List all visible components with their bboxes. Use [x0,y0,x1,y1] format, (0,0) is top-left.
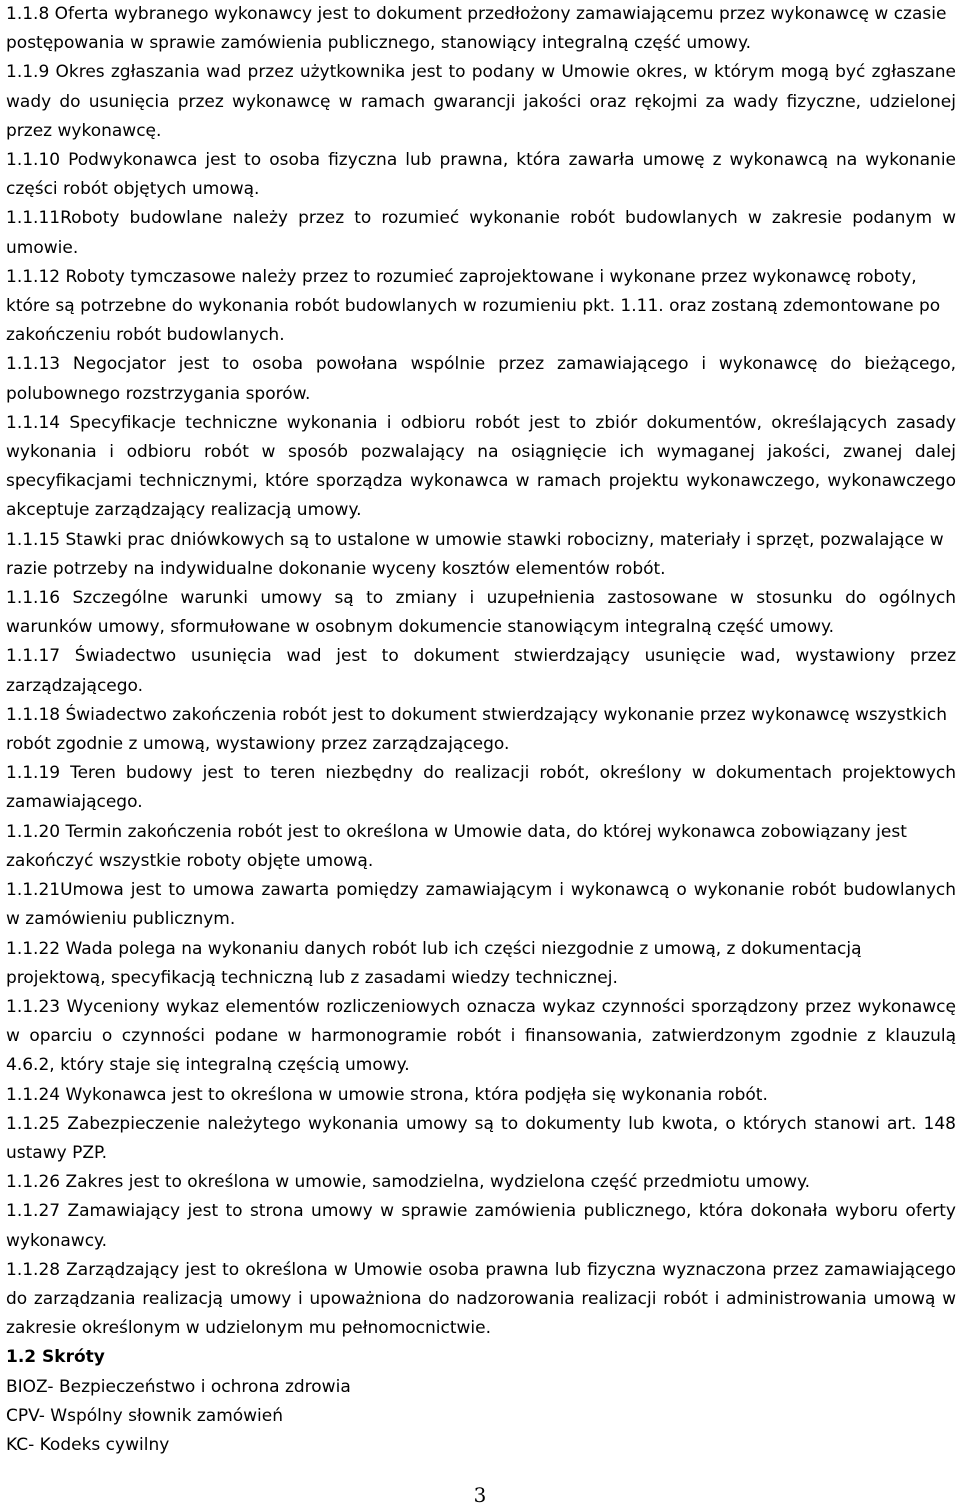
definition-1-1-25: 1.1.25 Zabezpieczenie należytego wykonania umowy są to dokumenty lub kwota, o których stanowi art. 148 ustawy PZP. [6,1113,956,1163]
section-heading-skroty: 1.2 Skróty [6,1347,105,1368]
definition-1-1-16: 1.1.16 Szczególne warunki umowy są to zmiany i uzupełnienia zastosowane w stosunku do ogólnych warunków umowy, sformułowane w osobnym dokumencie stanowiącym integralną część umowy. [6,588,956,638]
definition-1-1-28: 1.1.28 Zarządzający jest to określona w Umowie osoba prawna lub fizyczna wyznaczona przez zamawiającego do zarządzania realizacją umowy i upoważniona do nadzorowania realizacji robót i administrowania umową w zakresie określonym w udzielonym mu pełnomocnictwie. [6,1259,956,1339]
definition-1-1-27: 1.1.27 Zamawiający jest to strona umowy w sprawie zamówienia publicznego, która dokonała wyboru oferty wykonawcy. [6,1201,956,1251]
definition-1-1-26: 1.1.26 Zakres jest to określona w umowie, samodzielna, wydzielona część przedmiotu umowy. [6,1172,811,1193]
abbreviation-kc: KC- Kodeks cywilny [6,1434,170,1455]
definition-1-1-21: 1.1.21Umowa jest to umowa zawarta pomiędzy zamawiającym i wykonawcą o wykonanie robót budowlanych w zamówieniu publicznym. [6,880,956,930]
definition-1-1-9: 1.1.9 Okres zgłaszania wad przez użytkownika jest to podany w Umowie okres, w którym mogą być zgłaszane wady do usunięcia przez wykonawcę w ramach gwarancji jakości oraz rękojmi za wady fizyczne, udzielonej przez wykonawcę. [6,62,956,141]
definition-1-1-15: 1.1.15 Stawki prac dniówkowych są to ustalone w umowie stawki robocizny, materiały i sprzęt, pozwalające w razie potrzeby na indywidualne dokonanie wyceny kosztów elementów robót. [6,529,944,579]
definition-1-1-17: 1.1.17 Świadectwo usunięcia wad jest to dokument stwierdzający usunięcie wad, wystawiony przez zarządzającego. [6,646,956,696]
definition-1-1-8: 1.1.8 Oferta wybranego wykonawcy jest to dokument przedłożony zamawiającemu przez wykonawcę w czasie postępowania w sprawie zamówienia publicznego, stanowiący integralną część umowy. [6,4,947,54]
document-body [6,0,956,1460]
definition-1-1-10: 1.1.10 Podwykonawca jest to osoba fizyczna lub prawna, która zawarła umowę z wykonawcą na wykonanie części robót objętych umową. [6,150,956,200]
definition-1-1-11: 1.1.11Roboty budowlane należy przez to rozumieć wykonanie robót budowlanych w zakresie podanym w umowie. [6,208,956,258]
definition-1-1-22: 1.1.22 Wada polega na wykonaniu danych robót lub ich części niezgodnie z umową, z dokumentacją projektową, specyfikacją techniczną lub z zasadami wiedzy technicznej. [6,938,862,988]
definition-1-1-20: 1.1.20 Termin zakończenia robót jest to określona w Umowie data, do której wykonawca zobowiązany jest zakończyć wszystkie roboty objęte umową. [6,821,907,871]
definition-1-1-24: 1.1.24 Wykonawca jest to określona w umowie strona, która podjęła się wykonania robót. [6,1084,768,1105]
definition-1-1-19: 1.1.19 Teren budowy jest to teren niezbędny do realizacji robót, określony w dokumentach projektowych zamawiającego. [6,763,956,813]
definition-1-1-12: 1.1.12 Roboty tymczasowe należy przez to rozumieć zaprojektowane i wykonane przez wykonawcę roboty, które są potrzebne do wykonania robót budowlanych w rozumieniu pkt. 1.11. oraz zostaną zdemontowane po zakończeniu robót budowlanych. [6,266,941,346]
definition-1-1-13: 1.1.13 Negocjator jest to osoba powołana wspólnie przez zamawiającego i wykonawcę do bieżącego, polubownego rozstrzygania sporów. [6,354,956,404]
abbreviation-cpv: CPV- Wspólny słownik zamówień [6,1405,284,1426]
abbreviation-bioz: BIOZ- Bezpieczeństwo i ochrona zdrowia [6,1376,351,1397]
definition-1-1-23: 1.1.23 Wyceniony wykaz elementów rozliczeniowych oznacza wykaz czynności sporządzony przez wykonawcę w oparciu o czynności podane w harmonogramie robót i finansowania, zatwierdzonym zgodnie z klauzulą 4.6.2, który staje się integralną częścią umowy. [6,996,956,1076]
definition-1-1-14: 1.1.14 Specyfikacje techniczne wykonania i odbioru robót jest to zbiór dokumentów, określających zasady wykonania i odbioru robót w sposób pozwalający na osiągnięcie ich wymaganej jakości, zwanej dalej specyfikacjami technicznymi, które sporządza wykonawca w ramach projektu wykonawczego, wykonawczego akceptuje zarządzający realizacją umowy. [6,412,956,521]
page-number: 3 [473,1483,487,1507]
definition-1-1-18: 1.1.18 Świadectwo zakończenia robót jest to dokument stwierdzający wykonanie przez wykonawcę wszystkich robót zgodnie z umową, wystawiony przez zarządzającego. [6,704,947,755]
